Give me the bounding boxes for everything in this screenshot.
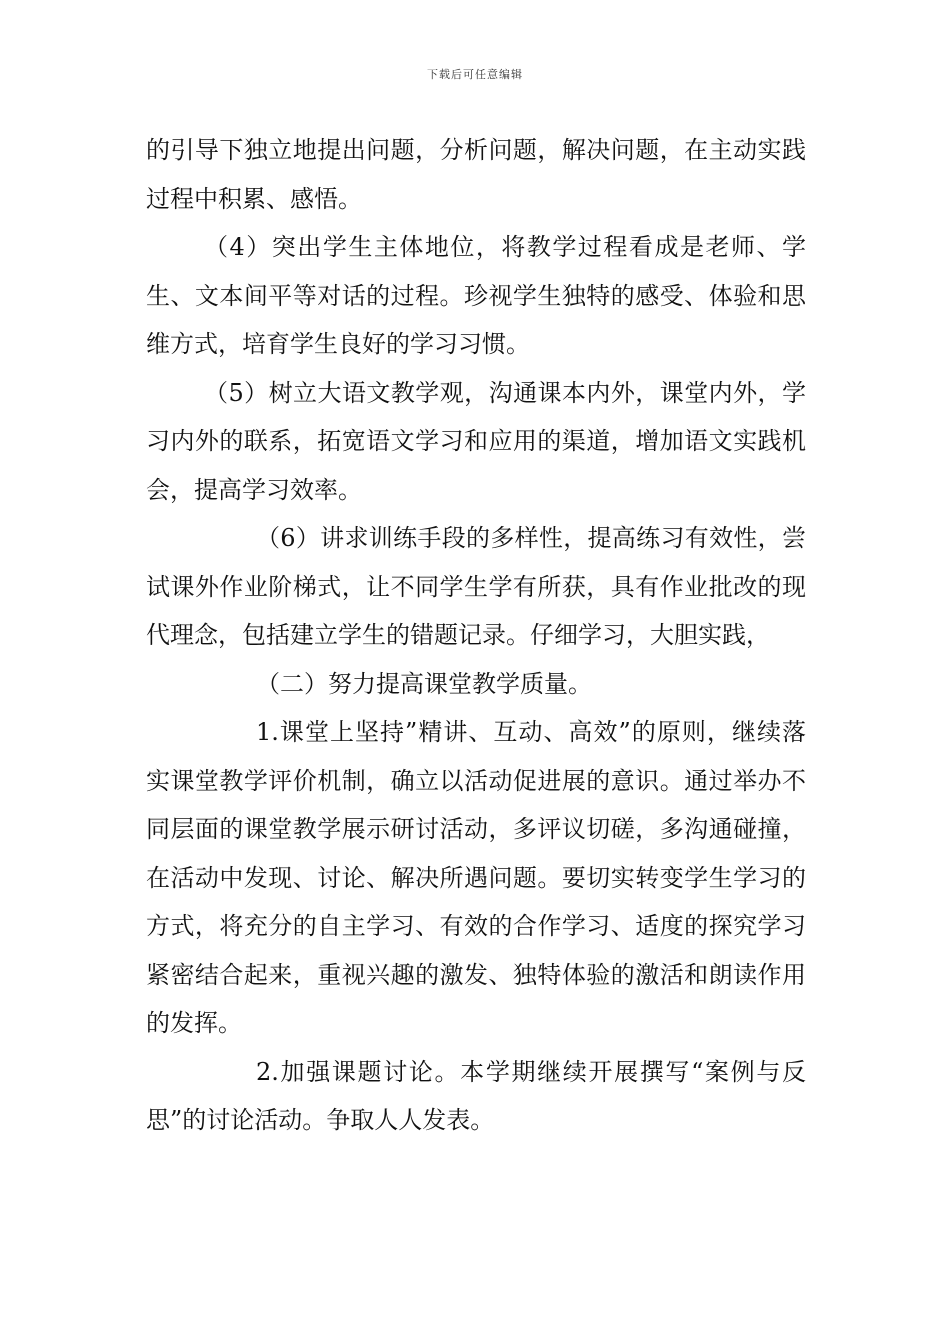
paragraph-item-6: （6）讲求训练手段的多样性，提高练习有效性，尝试课外作业阶梯式，让不同学生学有所获，具有作业批改的现代理念，包括建立学生的错题记录。仔细学习，大胆实践，: [146, 524, 806, 649]
paragraph-item-5: （5）树立大语文教学观，沟通课本内外，课堂内外，学习内外的联系，拓宽语文学习和应用的渠道，增加语文实践机会，提高学习效率。: [146, 378, 806, 504]
paragraph-point-1: 1.课堂上坚持”精讲、互动、高效”的原则，继续落实课堂教学评价机制，确立以活动促进展的意识。通过举办不同层面的课堂教学展示研讨活动，多评议切磋，多沟通碰撞，在活动中发现、讨论、解决所遇问题。要切实转变学生学习的方式，将充分的自主学习、有效的合作学习、适度的探究学习紧密结合起来，重视兴趣的激发、独特体验的激活和朗读作用的发挥。: [146, 718, 806, 1037]
paragraph-item-4: （4）突出学生主体地位，将教学过程看成是老师、学生、文本间平等对话的过程。珍视学生独特的感受、体验和思维方式，培育学生良好的学习习惯。: [146, 233, 806, 358]
paragraph-point-2: 2.加强课题讨论。本学期继续开展撰写“案例与反思”的讨论活动。争取人人发表。: [146, 1057, 806, 1134]
page-header-note: 下载后可任意编辑: [427, 68, 523, 81]
document-body: [146, 126, 806, 1145]
paragraph-continuation: 的引导下独立地提出问题，分析问题，解决问题，在主动实践过程中积累、感悟。: [146, 136, 806, 213]
section-heading-2: （二）努力提高课堂教学质量。: [256, 669, 592, 698]
